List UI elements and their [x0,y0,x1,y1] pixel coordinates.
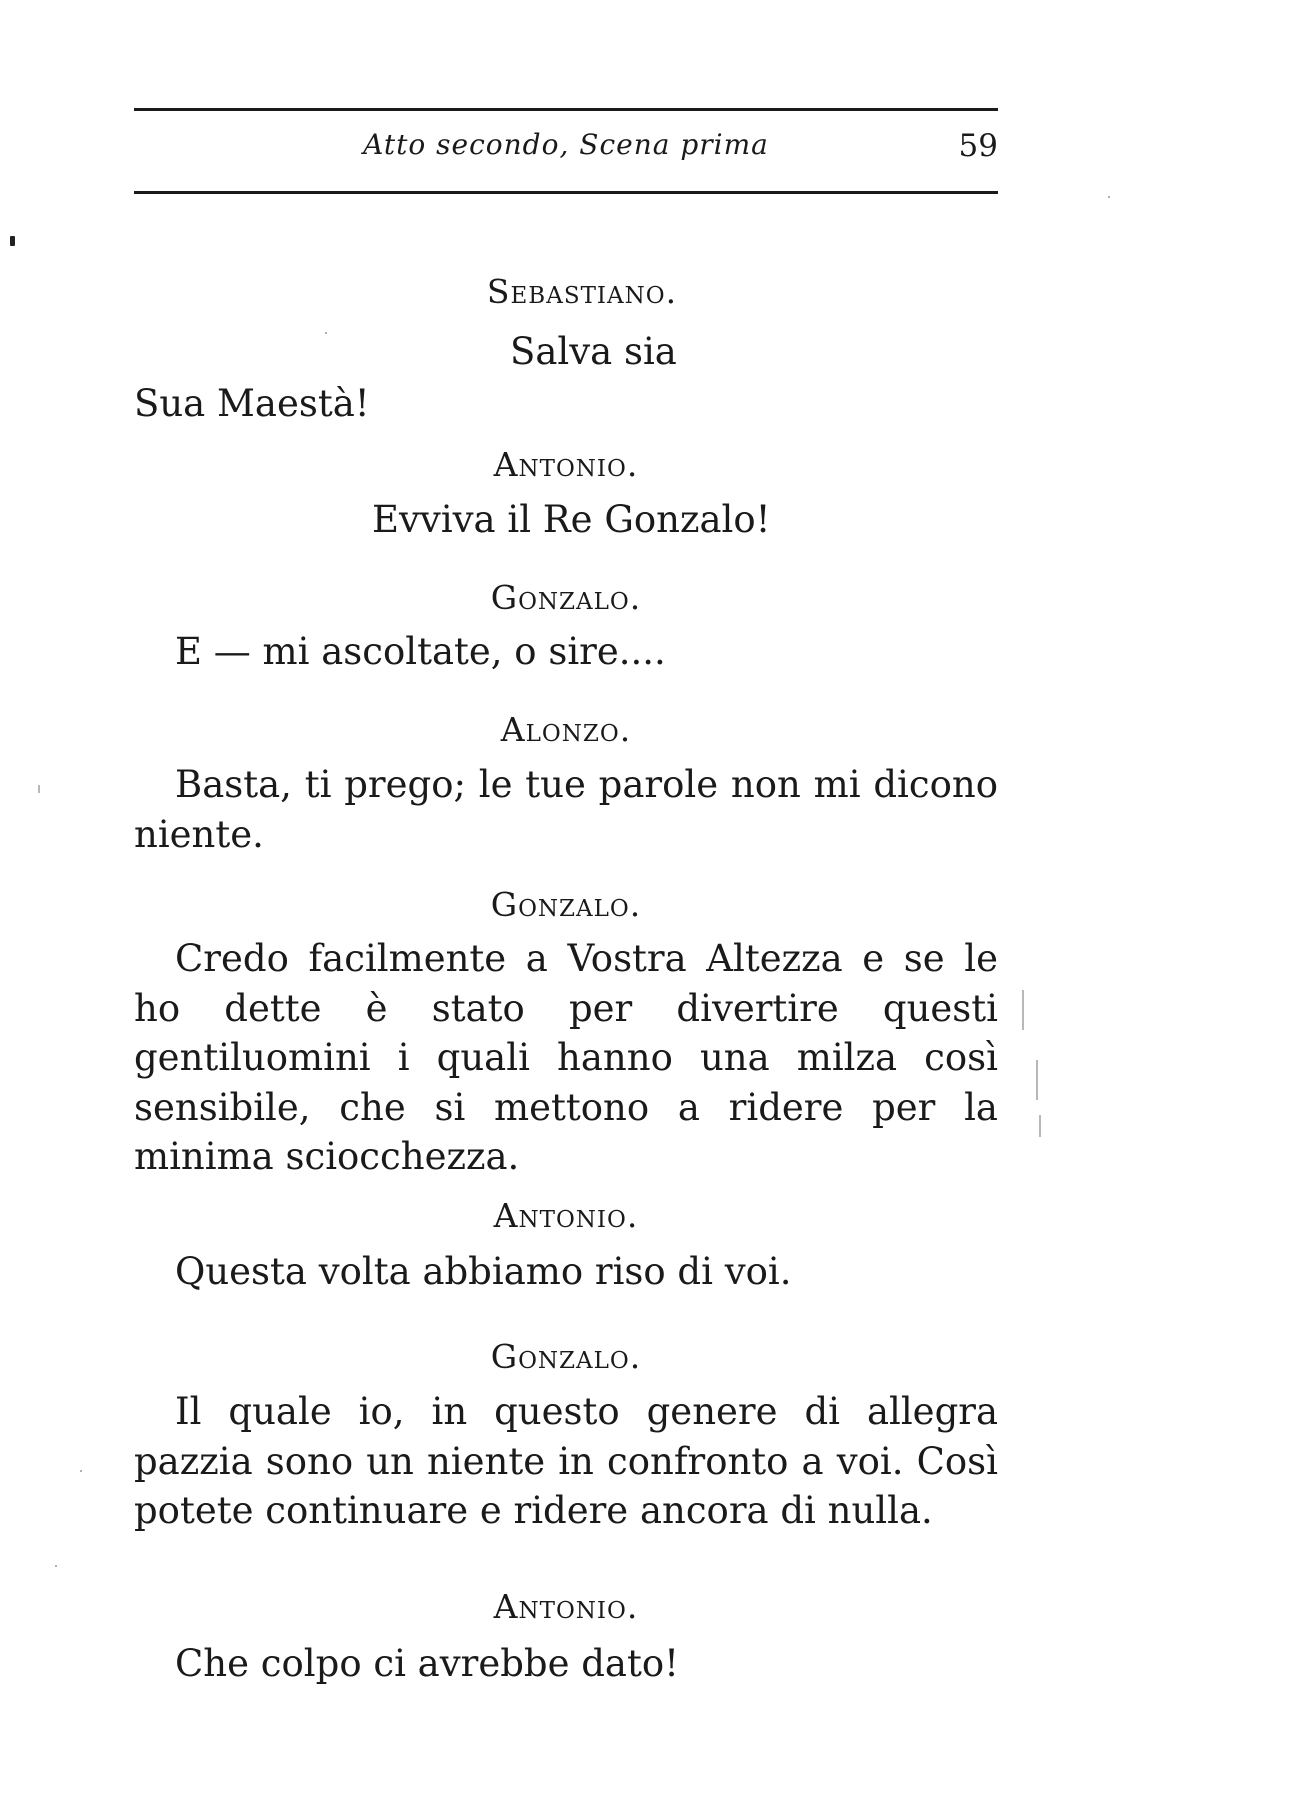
dialogue-paragraph [134,1387,998,1536]
speaker-name: Gonzalo. [490,578,642,617]
dialogue-paragraph [134,760,998,859]
scan-mark [38,785,40,793]
dialogue-line: Questa volta abbiamo riso di voi. [175,1250,792,1293]
scan-speck [1108,196,1110,198]
speaker-name: Antonio. [493,1587,639,1626]
scan-speck [55,1565,57,1567]
scan-speck [10,236,15,246]
scan-mark [1039,1115,1041,1137]
dialogue-line: Il quale io, in questo genere di allegra pazzia sono un niente in confronto a voi. Così potete continuare e ridere ancora di nulla. [134,1390,998,1532]
header-rule-bottom [134,191,998,194]
scan-mark [1022,990,1024,1030]
page-number: 59 [958,128,998,164]
running-title: Atto secondo, Scena prima [363,128,769,161]
dialogue-line: Basta, ti prego; le tue parole non mi dicono niente. [134,763,998,856]
dialogue-line: Salva sia [510,330,677,373]
dialogue-line: Evviva il Re Gonzalo! [372,498,771,541]
dialogue-paragraph [134,934,998,1182]
dialogue-line: Che colpo ci avrebbe dato! [175,1642,679,1685]
scan-speck [325,332,327,334]
dialogue-line: Credo facilmente a Vostra Altezza e se le ho dette è stato per divertire questi gentiluomini i quali hanno una milza così sensibile, che si mettono a ridere per la minima sciocchezza. [134,937,998,1178]
dialogue-line: E — mi ascoltate, o sire.... [175,630,666,673]
scan-speck [80,1470,82,1472]
speaker-name: Antonio. [493,445,639,484]
running-head [134,128,998,168]
header-rule-top [134,108,998,111]
speaker-name: Gonzalo. [490,885,642,924]
dialogue-line: Sua Maestà! [134,382,370,425]
speaker-name: Alonzo. [500,710,632,749]
scan-mark [1036,1060,1038,1100]
speaker-name: Sebastiano. [486,272,678,311]
speaker-name: Antonio. [493,1196,639,1235]
speaker-name: Gonzalo. [490,1337,642,1376]
